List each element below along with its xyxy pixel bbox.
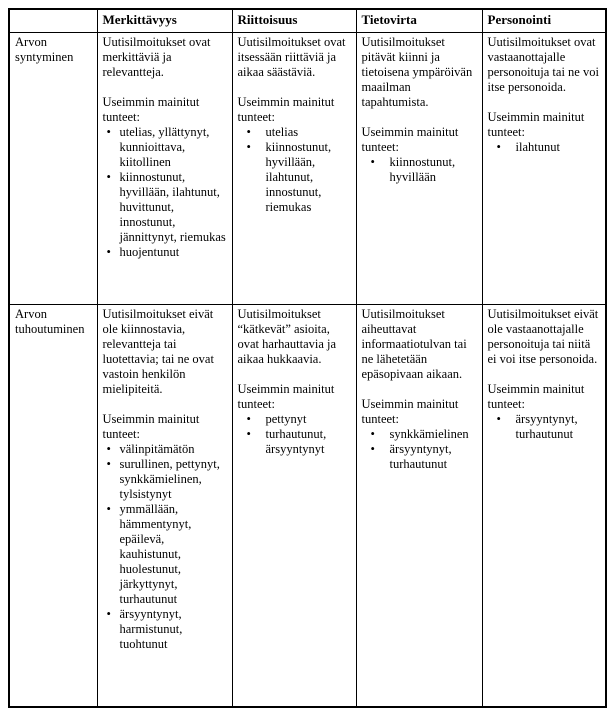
emotion-item: • huojentunut [103, 245, 228, 260]
cell-description: Uutisilmoitukset ovat itsessään riittäviä ja aikaa säästäviä. [237, 35, 346, 79]
emotion-item: • turhautunut, ärsyyntynyt [238, 427, 352, 457]
header-merkittavyys: Merkittävyys [97, 9, 232, 33]
emotions-list [238, 125, 352, 215]
emotions-intro: Useimmin mainitut tunteet: [237, 382, 335, 411]
emotion-item: • utelias [238, 125, 352, 140]
emotions-list [362, 155, 478, 185]
emotions-intro: Useimmin mainitut tunteet: [102, 412, 200, 441]
header-riittoisuus: Riittoisuus [232, 9, 356, 33]
emotion-item: • välinpitämätön [103, 442, 228, 457]
cell-tuhoutuminen-riittoisuus [232, 305, 356, 707]
emotions-list [103, 442, 228, 652]
emotion-item: • pettynyt [238, 412, 352, 427]
header-tietovirta: Tietovirta [356, 9, 482, 33]
row-label-arvon-syntyminen: Arvon syntyminen [9, 33, 97, 305]
emotion-item: • surullinen, pettynyt, synkkämielinen, tylsistynyt [103, 457, 228, 502]
cell-description: Uutisilmoitukset pitävät kiinni ja tietoisena ympäröivän maailman tapahtumista. [361, 35, 473, 109]
emotion-item: • kiinnostunut, hyvillään, ilahtunut, huvittunut, innostunut, jännittynyt, riemukas [103, 170, 228, 245]
cell-syntyminen-personointi [482, 33, 606, 305]
emotion-item: • ärsyyntynyt, turhautunut [362, 442, 478, 472]
cell-description: Uutisilmoitukset aiheuttavat informaatiotulvan tai ne lähetetään epäsopivaan aikaan. [361, 307, 467, 381]
cell-tuhoutuminen-personointi [482, 305, 606, 707]
cell-tuhoutuminen-merkittavyys [97, 305, 232, 707]
emotion-item: • utelias, yllättynyt, kunnioittava, kiitollinen [103, 125, 228, 170]
cell-syntyminen-merkittavyys [97, 33, 232, 305]
emotions-intro: Useimmin mainitut tunteet: [361, 397, 459, 426]
cell-syntyminen-riittoisuus [232, 33, 356, 305]
emotion-item: • ymmällään, hämmentynyt, epäilevä, kauhistunut, huolestunut, järkyttynyt, turhautunut [103, 502, 228, 607]
cell-description: Uutisilmoitukset ovat vastaanottajalle personoituja tai ne voi itse personoida. [487, 35, 599, 94]
emotion-item: • ärsyyntynyt, harmistunut, tuohtunut [103, 607, 228, 652]
emotions-intro: Useimmin mainitut tunteet: [487, 110, 585, 139]
emotions-matrix-table [8, 8, 607, 708]
cell-description: Uutisilmoitukset eivät ole kiinnostavia, relevantteja tai luotettavia; tai ne ovat vastoin henkilön mielipiteitä. [102, 307, 214, 396]
header-personointi: Personointi [482, 9, 606, 33]
emotions-intro: Useimmin mainitut tunteet: [487, 382, 585, 411]
cell-tuhoutuminen-tietovirta [356, 305, 482, 707]
emotion-item: • kiinnostunut, hyvillään, ilahtunut, innostunut, riemukas [238, 140, 352, 215]
emotion-item: • synkkämielinen [362, 427, 478, 442]
emotions-intro: Useimmin mainitut tunteet: [102, 95, 200, 124]
emotions-list [238, 412, 352, 457]
cell-syntyminen-tietovirta [356, 33, 482, 305]
cell-description: Uutisilmoitukset “kätkevät” asioita, ovat harhauttavia ja aikaa hukkaavia. [237, 307, 337, 366]
emotions-list [362, 427, 478, 472]
emotions-list [488, 140, 602, 155]
emotion-item: • ärsyyntynyt, turhautunut [488, 412, 602, 442]
row-label-arvon-tuhoutuminen: Arvon tuhoutuminen [9, 305, 97, 707]
emotion-item: • ilahtunut [488, 140, 602, 155]
header-row [9, 9, 606, 33]
emotion-item: • kiinnostunut, hyvillään [362, 155, 478, 185]
header-corner-cell [9, 9, 97, 33]
cell-description: Uutisilmoitukset eivät ole vastaanottajalle personoituja tai niitä ei voi itse personoida. [487, 307, 599, 366]
emotions-intro: Useimmin mainitut tunteet: [361, 125, 459, 154]
emotions-list [488, 412, 602, 442]
cell-description: Uutisilmoitukset ovat merkittäviä ja relevantteja. [102, 35, 211, 79]
emotions-intro: Useimmin mainitut tunteet: [237, 95, 335, 124]
table-row-arvon-tuhoutuminen [9, 305, 606, 707]
emotions-list [103, 125, 228, 260]
table-row-arvon-syntyminen [9, 33, 606, 305]
